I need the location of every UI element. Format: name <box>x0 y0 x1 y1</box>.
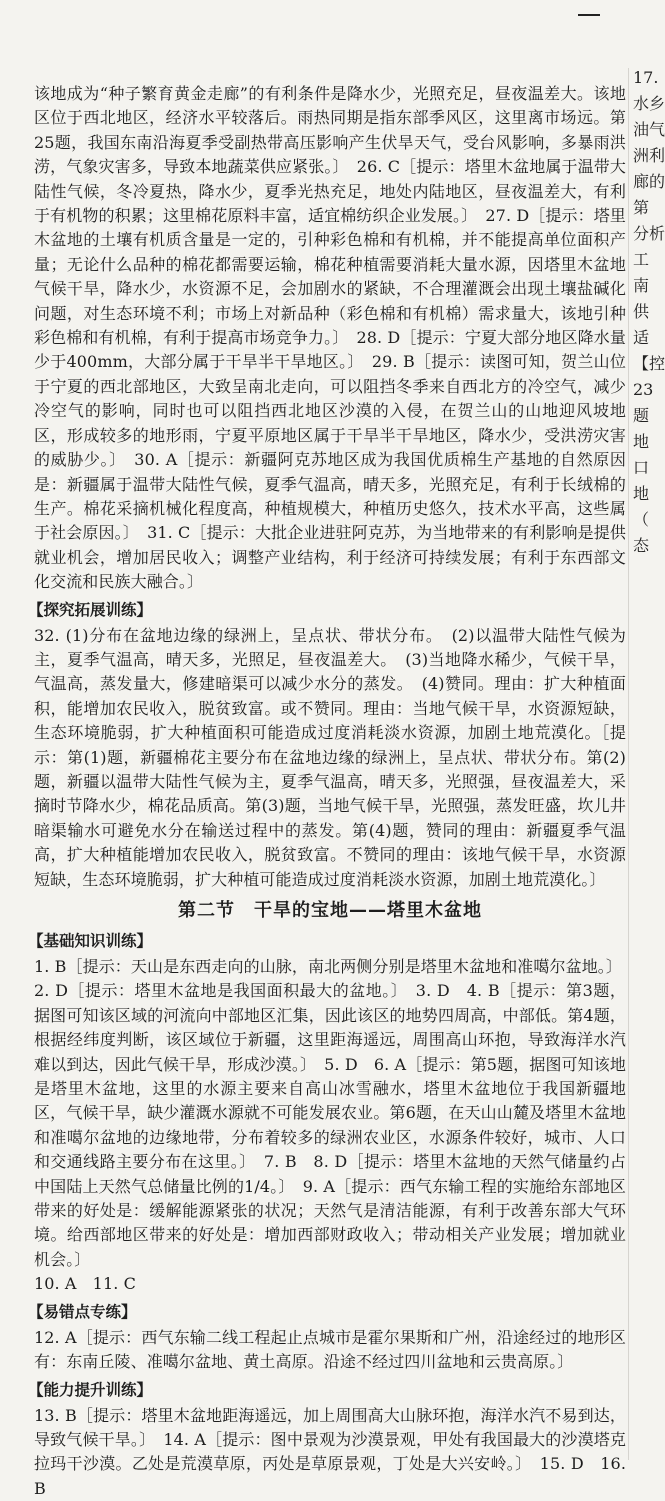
adjacent-page-strip <box>628 68 661 1460</box>
strip-text: 水乡 <box>633 94 665 114</box>
strip-text: 分析 <box>633 224 665 244</box>
strip-text: 第 <box>633 198 649 218</box>
section-tag-explore: 【探究拓展训练】 <box>28 598 626 622</box>
strip-text: 【控 <box>633 354 665 374</box>
strip-text: 供 <box>633 302 649 322</box>
answer-paragraph-explore: 32. (1)分布在盆地边缘的绿洲上，呈点状、带状分布。 (2)以温带大陆性气候为主，夏季气温高，晴天多，光照足，昼夜温差大。 (3)当地降水稀少，气候干旱，气温高，蒸发量大，修建暗渠可以减少水分的蒸发。 (4)赞同。理由：扩大种植面积，能增加农民收入，脱贫致富。或不赞同。理由：当地气候干旱，水资源短缺，生态环境脆弱，扩大种植面积可能造成过度消耗淡水资源，加剧土地荒漠化。［提示：第(1)题，新疆棉花主要分布在盆地边缘的绿洲上，呈点状、带状分布。第(2)题，新疆以温带大陆性气候为主，夏季气温高，晴天多，光照强，昼夜温差大，采摘时节降水少，棉花品质高。第(3)题，当地气候干旱，光照强，蒸发旺盛，坎儿井暗渠输水可避免水分在输送过程中的蒸发。第(4)题，赞同的理由：新疆夏季气温高，扩大种植能增加农民收入，脱贫致富。不赞同的理由：该地气候干旱，水资源短缺，生态环境脆弱，扩大种植可能造成过度消耗淡水资源，加剧土地荒漠化。〕 <box>34 624 626 892</box>
answer-paragraph-error: 12. A［提示：西气东输二线工程起止点城市是霍尔果斯和广州，沿途经过的地形区有：东南丘陵、准噶尔盆地、黄土高原。沿途不经过四川盆地和云贵高原。〕 <box>34 1326 626 1375</box>
strip-text: （ <box>633 510 649 530</box>
strip-text: 工 <box>633 250 649 270</box>
strip-text: 洲利 <box>633 146 665 166</box>
top-decorative-dash <box>578 14 600 16</box>
strip-text: 23 <box>633 380 653 400</box>
section-tag-basic: 【基础知识训练】 <box>28 929 626 953</box>
strip-text: 17. <box>633 68 658 88</box>
strip-text: 题 <box>633 406 649 426</box>
strip-text: 南 <box>633 276 649 296</box>
strip-text: 油气 <box>633 120 665 140</box>
strip-text: 口 <box>633 458 649 478</box>
strip-text: 态 <box>633 536 649 556</box>
section-tag-ability: 【能力提升训练】 <box>28 1378 626 1402</box>
strip-text: 适 <box>633 328 649 348</box>
answer-page <box>34 82 626 1501</box>
section-title: 第二节 干旱的宝地——塔里木盆地 <box>34 896 626 926</box>
answer-paragraph-continued: 该地成为“种子繁育黄金走廊”的有利条件是降水少，光照充足，昼夜温差大。该地区位于西北地区，经济水平较落后。雨热同期是指东部季风区，这里离市场远。第25题，我国东南沿海夏季受副热带高压影响产生伏旱天气，受台风影响，多暴雨洪涝，气象灾害多，导致本地蔬菜供应紧张。〕 26. C［提示：塔里木盆地属于温带大陆性气候，冬冷夏热，降水少，夏季光热充足，地处内陆地区，昼夜温差大，有利于有机物的积累；这里棉花原料丰富，适宜棉纺织企业发展。〕 27. D［提示：塔里木盆地的土壤有机质含量是一定的，引种彩色棉和有机棉，并不能提高单位面积产量；无论什么品种的棉花都需要运输，棉花种植需要消耗大量水源，因塔里木盆地气候干旱，降水少，水资源不足，会加剧水的紧缺，不合理灌溉会出现土壤盐碱化问题，对生态环境不利；市场上对新品种（彩色棉和有机棉）需求量大，该地引种彩色棉和有机棉，有利于提高市场竞争力。〕 28. D［提示：宁夏大部分地区降水量少于400mm，大部分属于干旱半干旱地区。〕 29. B［提示：读图可知，贺兰山位于宁夏的西北部地区，大致呈南北走向，可以阻挡冬季来自西北方的冷空气，减少冷空气的影响，同时也可以阻挡西北地区沙漠的入侵，在贺兰山的山地迎风坡地区，形成较多的地形雨，宁夏平原地区属于干旱半干旱地区，降水少，受洪涝灾害的威胁少。〕 30. A［提示：新疆阿克苏地区成为我国优质棉生产基地的自然原因是：新疆属于温带大陆性气候，夏季气温高，晴天多，光照充足，有利于长绒棉的生产。棉花采摘机械化程度高，种植规模大，种植历史悠久，技术水平高，这些属于社会原因。〕 31. C［提示：大批企业进驻阿克苏，为当地带来的有利影响是提供就业机会，增加居民收入；调整产业结构，利于经济可持续发展；有利于东西部文化交流和民族大融合。〕 <box>34 82 626 595</box>
strip-text: 廊的 <box>633 172 665 192</box>
strip-text: 地 <box>633 484 649 504</box>
section-tag-error: 【易错点专练】 <box>28 1300 626 1324</box>
answer-paragraph-ability: 13. B［提示：塔里木盆地距海遥远，加上周围高大山脉环抱，海洋水汽不易到达，导致气候干旱。〕 14. A［提示：图中景观为沙漠景观，甲处有我国最大的沙漠塔克拉玛干沙漠。乙处是荒漠草原，丙处是草原景观，丁处是大兴安岭。〕 15. D 16. B <box>34 1404 626 1501</box>
answer-paragraph-basic: 1. B［提示：天山是东西走向的山脉，南北两侧分别是塔里木盆地和准噶尔盆地。〕 2. D［提示：塔里木盆地是我国面积最大的盆地。〕 3. D 4. B［提示：第3题，据图可知该区域的河流向中部地区汇集，因此该区的地势四周高，中部低。第4题，根据经纬度判断，该区域位于新疆，这里距海遥远，周围高山环抱，导致海洋水汽难以到达，因此气候干旱，形成沙漠。〕 5. D 6. A［提示：第5题，据图可知该地是塔里木盆地，这里的水源主要来自高山冰雪融水，塔里木盆地位于我国新疆地区，气候干旱，缺少灌溉水源就不可能发展农业。第6题，在天山山麓及塔里木盆地和准噶尔盆地的边缘地带，分布着较多的绿洲农业区，水源条件较好，城市、人口和交通线路主要分布在这里。〕 7. B 8. D［提示：塔里木盆地的天然气储量约占中国陆上天然气总储量比例的1/4。〕 9. A［提示：西气东输工程的实施给东部地区带来的好处是：缓解能源紧张的状况；天然气是清洁能源，有利于改善东部大气环境。给西部地区带来的好处是：增加西部财政收入；带动相关产业发展；增加就业机会。〕 10. A 11. C <box>34 955 626 1297</box>
strip-text: 地 <box>633 432 649 452</box>
